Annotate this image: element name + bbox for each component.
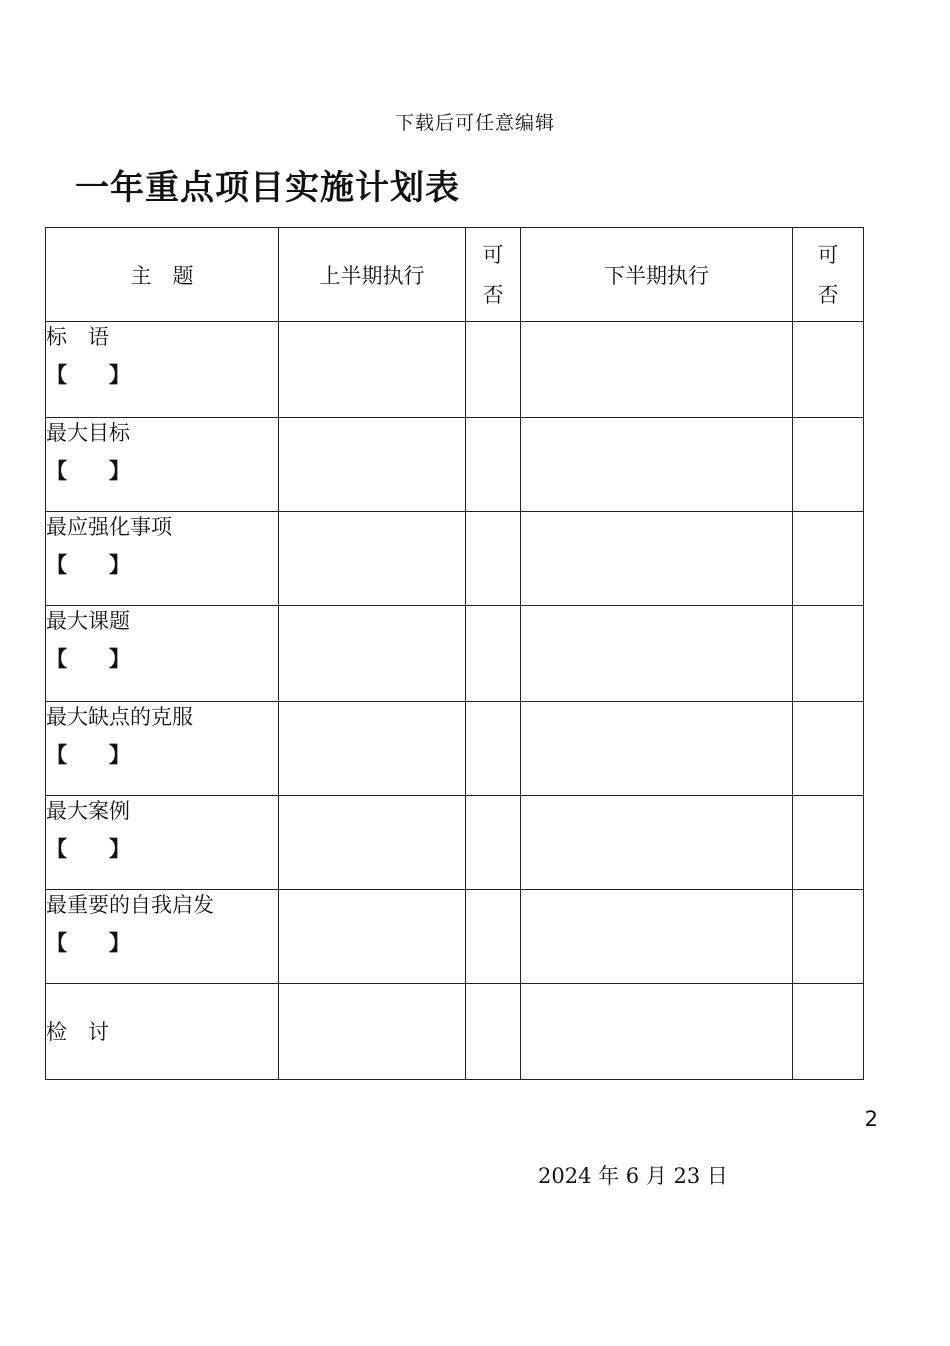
first-half-cell[interactable]: [279, 512, 466, 606]
topic-label: 最大目标: [46, 421, 130, 445]
header-second-yes: 可: [817, 242, 839, 267]
second-yes-no-cell[interactable]: [793, 702, 864, 796]
second-yes-no-cell[interactable]: [793, 984, 864, 1080]
topic-label: 最大课题: [46, 609, 130, 633]
topic-cell: [46, 322, 279, 418]
first-half-cell[interactable]: [279, 322, 466, 418]
topic-label: 最应强化事项: [46, 515, 172, 539]
header-topic: 主 题: [46, 228, 279, 322]
second-yes-no-cell[interactable]: [793, 606, 864, 702]
bracket-placeholder: 【 】: [46, 742, 130, 767]
second-half-cell[interactable]: [521, 606, 793, 702]
first-yes-no-cell[interactable]: [466, 418, 521, 512]
header-note: 下载后可任意编辑: [394, 112, 555, 134]
header-first-yes: 可: [482, 242, 504, 267]
topic-cell: [46, 606, 279, 702]
date-line: 2024 年 6 月 23 日: [538, 1164, 728, 1188]
second-half-cell[interactable]: [521, 702, 793, 796]
first-yes-no-cell[interactable]: [466, 890, 521, 984]
second-yes-no-cell[interactable]: [793, 512, 864, 606]
first-half-cell[interactable]: [279, 984, 466, 1080]
header-second-half: 下半期执行: [521, 228, 793, 322]
first-yes-no-cell[interactable]: [466, 512, 521, 606]
second-yes-no-cell[interactable]: [793, 322, 864, 418]
page-title: 一年重点项目实施计划表: [75, 168, 460, 208]
first-yes-no-cell[interactable]: [466, 984, 521, 1080]
second-yes-no-cell[interactable]: [793, 418, 864, 512]
first-half-cell[interactable]: [279, 606, 466, 702]
table-row: [46, 606, 864, 702]
topic-cell: [46, 890, 279, 984]
bracket-placeholder: 【 】: [46, 552, 130, 577]
topic-cell: [46, 512, 279, 606]
table-header-row: [46, 228, 864, 322]
topic-cell: [46, 984, 279, 1080]
first-half-cell[interactable]: [279, 418, 466, 512]
table-row: [46, 984, 864, 1080]
header-first-yes-no: [466, 228, 521, 322]
second-half-cell[interactable]: [521, 890, 793, 984]
table-row: [46, 796, 864, 890]
topic-cell: [46, 418, 279, 512]
first-half-cell[interactable]: [279, 702, 466, 796]
topic-cell: [46, 702, 279, 796]
plan-table: [45, 227, 864, 1080]
bracket-placeholder: 【 】: [46, 646, 130, 671]
second-half-cell[interactable]: [521, 796, 793, 890]
second-half-cell[interactable]: [521, 512, 793, 606]
first-yes-no-cell[interactable]: [466, 606, 521, 702]
second-yes-no-cell[interactable]: [793, 890, 864, 984]
first-yes-no-cell[interactable]: [466, 796, 521, 890]
topic-cell: [46, 796, 279, 890]
second-half-cell[interactable]: [521, 984, 793, 1080]
header-second-no: 否: [817, 282, 839, 307]
page-number: 2: [864, 1107, 878, 1131]
second-yes-no-cell[interactable]: [793, 796, 864, 890]
first-half-cell[interactable]: [279, 796, 466, 890]
second-half-cell[interactable]: [521, 418, 793, 512]
header-first-no: 否: [482, 282, 504, 307]
table-row: [46, 890, 864, 984]
table-row: [46, 322, 864, 418]
bracket-placeholder: 【 】: [46, 362, 130, 387]
first-yes-no-cell[interactable]: [466, 322, 521, 418]
bracket-placeholder: 【 】: [46, 930, 130, 955]
header-first-half: 上半期执行: [279, 228, 466, 322]
bracket-placeholder: 【 】: [46, 458, 130, 483]
table-row: [46, 702, 864, 796]
second-half-cell[interactable]: [521, 322, 793, 418]
table-row: [46, 512, 864, 606]
topic-label: 检 讨: [46, 1019, 109, 1044]
topic-label: 最大缺点的克服: [46, 705, 193, 729]
topic-label: 最重要的自我启发: [46, 893, 214, 917]
header-second-yes-no: [793, 228, 864, 322]
topic-label: 标 语: [46, 325, 109, 349]
first-yes-no-cell[interactable]: [466, 702, 521, 796]
table-row: [46, 418, 864, 512]
first-half-cell[interactable]: [279, 890, 466, 984]
bracket-placeholder: 【 】: [46, 836, 130, 861]
topic-label: 最大案例: [46, 799, 130, 823]
